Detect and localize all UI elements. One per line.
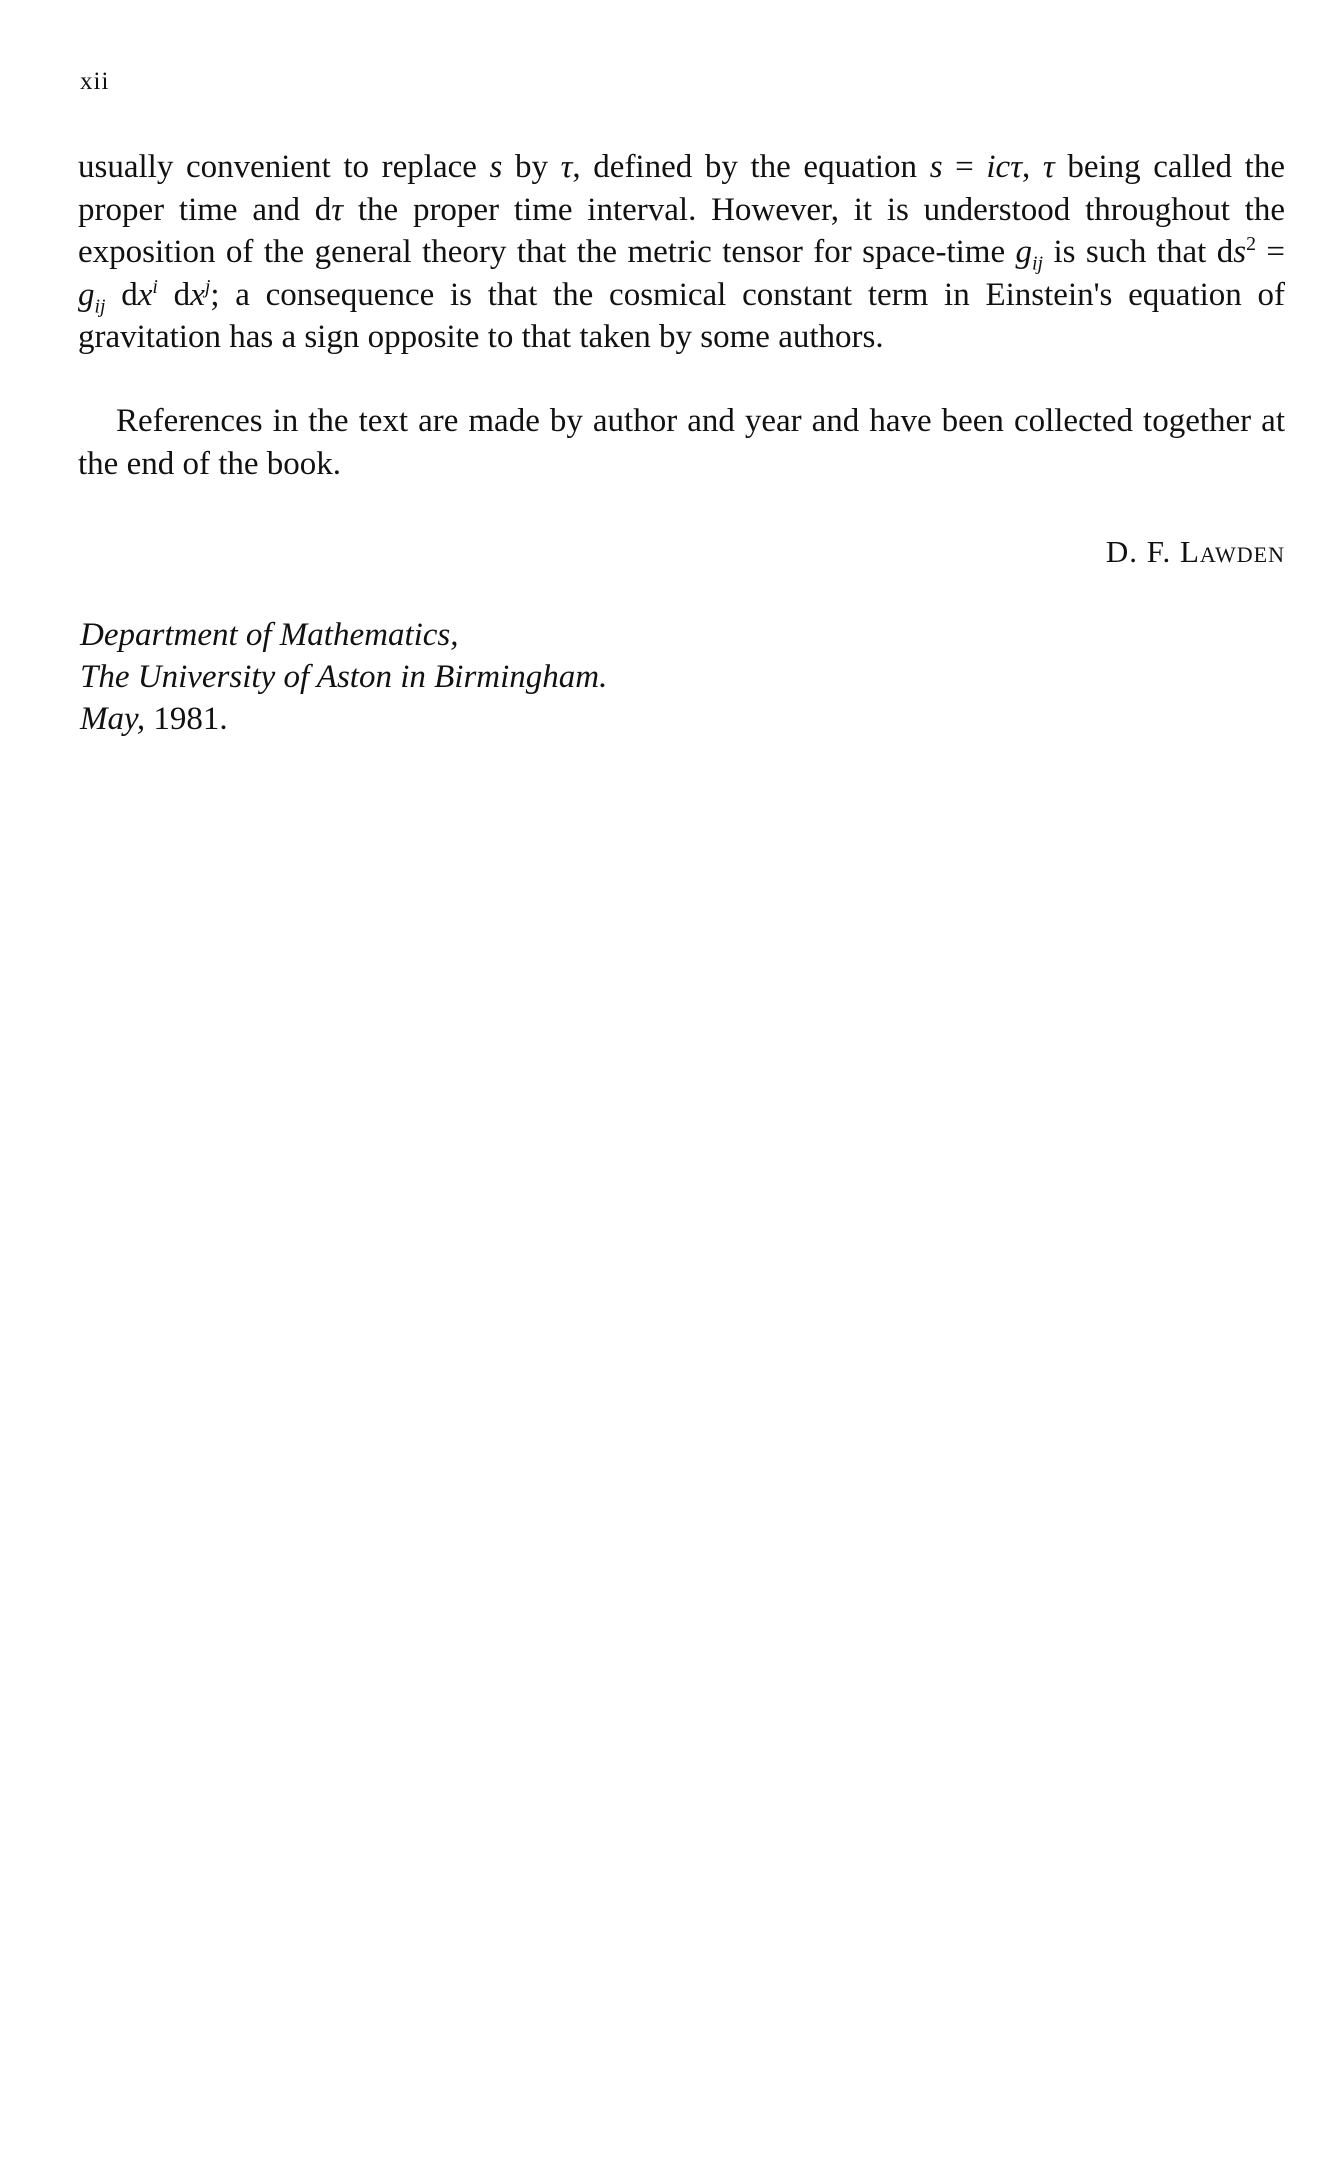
author-address — [80, 614, 607, 740]
page-number: xii — [80, 68, 110, 95]
paragraph-1 — [78, 146, 1285, 359]
paragraph-2-text: References in the text are made by author and year and have been collected together at the end of the book. — [78, 403, 1285, 482]
date-year: 1981. — [145, 701, 228, 737]
address-university: The University of Aston in Birmingham. — [80, 659, 608, 695]
author-signature: D. F. Lawden — [1105, 534, 1285, 569]
paragraph-2 — [78, 400, 1285, 485]
address-department: Department of Mathematics, — [80, 617, 459, 653]
paragraph-1-text: usually convenient to replace s by τ, defined by the equation s = icτ, τ being called the proper time and dτ the proper time interval. However, it is understood throughout the exposition of the general theory that the metric tensor for space-time $g_{ij}$ is such that $ds^2 = g_{ij}$ $dx^i$ $dx^j$; a consequence is that the cosmical constant term in Einstein's equation of gravitation has a sign opposite to that taken by some authors. — [78, 149, 1286, 355]
date-month: May, — [80, 701, 146, 737]
address-date — [80, 698, 607, 740]
